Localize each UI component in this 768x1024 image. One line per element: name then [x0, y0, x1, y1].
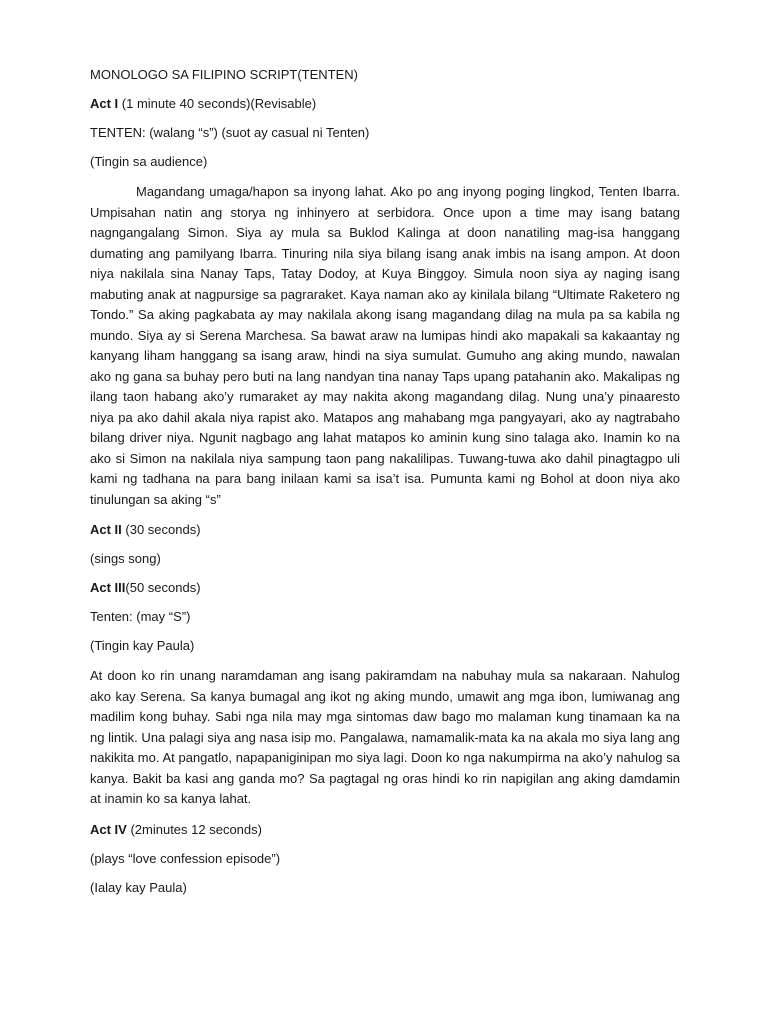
- tenten-line-1: TENTEN: (walang “s”) (suot ay casual ni Tenten): [90, 125, 370, 140]
- document-page: [90, 66, 680, 908]
- act-4-detail: (2minutes 12 seconds): [126, 821, 262, 837]
- stage-direction-2: (sings song): [90, 551, 161, 566]
- act-2-label: Act II: [90, 522, 122, 537]
- stage-direction-5: (Ialay kay Paula): [90, 879, 187, 895]
- act-3-heading: [90, 579, 680, 597]
- act-2-detail: (30 seconds): [121, 522, 201, 537]
- monologue-paragraph-2: At doon ko rin unang naramdaman ang isang pakiramdam na nabuhay mula sa nakaraan. Nahulog ako kay Serena. Sa kanya bumagal ang ikot ng aking mundo, umawit ang mga ibon, lumiwanag ang madilim kong buhay. Sabi nga nila may mga sintomas daw bago mo malaman kung tinamaan ka na ng lintik. Una palagi siya ang nasa isip mo. Pangalawa, namamalik-mata ka na akala mo siya lang ang nakikita mo. At pangatlo, napapaniginipan mo siya lagi. Doon ko nga nakumpirma na ako’y nahulog sa kanya. Bakit ba kasi ang ganda mo? Sa pagtagal ng oras hindi ko rin napigilan ang aking damdamin at inamin ko sa kanya lahat.: [90, 668, 680, 806]
- tenten-line-2: Tenten: (may “S”): [90, 609, 191, 624]
- act-1-label: Act I: [90, 96, 119, 111]
- act-4-heading: [90, 821, 680, 839]
- act-4-label: Act IV: [90, 821, 127, 837]
- document-title: MONOLOGO SA FILIPINO SCRIPT(TENTEN): [90, 67, 358, 82]
- monologue-paragraph-1: Magandang umaga/hapon sa inyong lahat. Ako po ang inyong poging lingkod, Tenten Ibarra. Umpisahan natin ang storya ng inhinyero at serbidora. Once upon a time may isang batang nagngangalang Simon. Siya ay mula sa Buklod Kalinga at doon nanatiling mag-isa hanggang dumating ang pamilyang Ibarra. Tinuring nila siya bilang isang anak imbis na isang ampon. At doon niya nakilala sina Nanay Taps, Tatay Dodoy, at Kuya Binggoy. Simula noon siya ay naging isang mabuting anak at nagpursige sa pagraraket. Kaya naman ako ay kinilala bilang “Ultimate Raketero ng Tondo.” Sa aking pagkabata ay may nakilala akong isang magandang dilag na mula pa sa kabila ng mundo. Siya ay si Serena Marchesa. Sa bawat araw na lumipas hindi ako mapakali sa kakaantay ng kanyang liham hanggang sa isang araw, hindi na siya sumulat. Gumuho ang aking mundo, nawalan ako ng gana sa buhay pero buti na lang nandyan tina nanay Taps upang patahanin ako. Makalipas ng ilang taon habang ako’y rumaraket ay may nakita akong magandang dilag. Nung una’y pinaaresto niya pa ako dahil akala niya rapist ako. Matapos ang mahabang mga pangyayari, ako ay nagtrabaho bilang driver niya. Ngunit nagbago ang lahat matapos ko aminin kung sino talaga ako. Inamin ko na ako si Simon na nakilala niya sampung taon pang nakalilipas. Tuwang-tuwa ako dahil pinagtagpo uli kami ng tadhana na para bang inilaan kami sa isa’t isa. Pumunta kami ng Bohol at doon niya ako tinulungan sa aking “s”: [90, 184, 680, 507]
- stage-direction-1: (Tingin sa audience): [90, 154, 208, 169]
- stage-direction-3: (Tingin kay Paula): [90, 638, 195, 653]
- act-2-heading: [90, 521, 680, 539]
- act-3-label: Act III: [90, 580, 126, 595]
- act-1-heading: [90, 95, 680, 113]
- act-3-detail: (50 seconds): [125, 580, 201, 595]
- act-1-detail: (1 minute 40 seconds)(Revisable): [118, 96, 317, 111]
- stage-direction-4: (plays “love confession episode”): [90, 850, 281, 866]
